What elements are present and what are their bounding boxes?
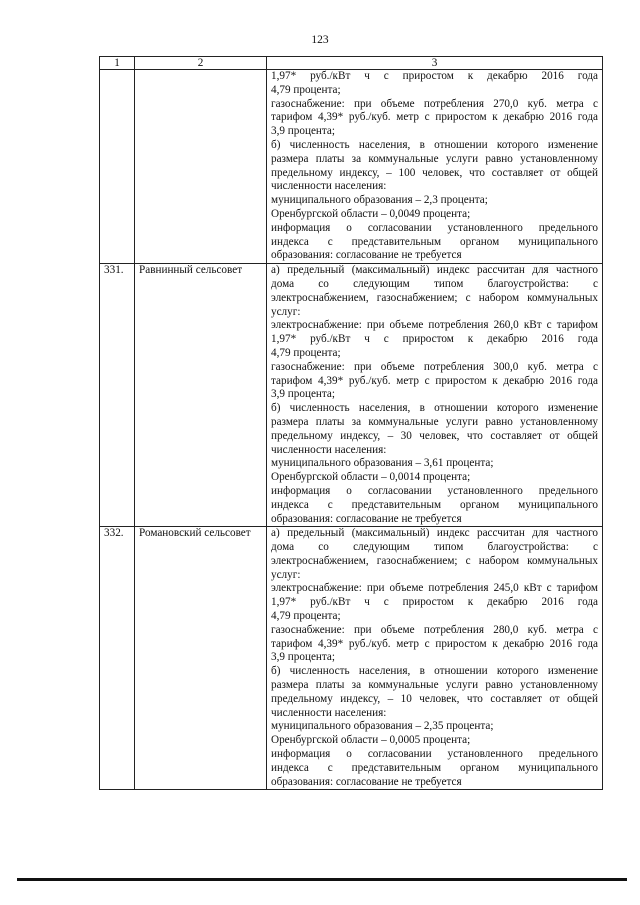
- text-line: индекса с представительным органом муниципального: [271, 235, 598, 248]
- text-line: а) предельный (максимальный) индекс рассчитан для частного: [271, 527, 598, 540]
- table-row: [100, 70, 603, 264]
- text-line: индекса с представительным органом муниципального: [271, 761, 598, 774]
- text-line: б) численность населения, в отношении которого изменение: [271, 138, 598, 151]
- text-line: 3,9 процента;: [271, 651, 335, 664]
- description-cell: [267, 264, 603, 527]
- text-line: Оренбургской области – 0,0049 процента;: [271, 207, 471, 220]
- description-cell: [267, 70, 603, 264]
- table-row: [100, 527, 603, 790]
- text-line: электроснабжением, газоснабжением; с набором коммунальных: [271, 291, 598, 304]
- text-line: тарифом 4,39* руб./куб. метр с приростом к декабрю 2016 года: [271, 111, 598, 124]
- text-line: услуг:: [271, 568, 301, 581]
- text-line: образования: согласование не требуется: [271, 775, 462, 788]
- bottom-rule: [17, 878, 627, 881]
- text-line: предельному индексу, – 100 человек, что составляет от общей: [271, 166, 598, 179]
- text-line: численности населения:: [271, 706, 387, 719]
- row-number: [100, 70, 135, 264]
- municipality-name: Романовский сельсовет: [135, 527, 267, 790]
- text-line: 4,79 процента;: [271, 346, 341, 359]
- text-line: размера платы за коммунальные услуги равно установленному: [271, 152, 598, 165]
- text-line: муниципального образования – 2,35 процента;: [271, 720, 494, 733]
- row-number: 331.: [100, 264, 135, 527]
- text-line: муниципального образования – 3,61 процента;: [271, 457, 494, 470]
- text-line: 3,9 процента;: [271, 125, 335, 138]
- text-line: б) численность населения, в отношении которого изменение: [271, 402, 598, 415]
- text-line: газоснабжение: при объеме потребления 280,0 куб. метра с: [271, 623, 598, 636]
- text-line: 4,79 процента;: [271, 610, 341, 623]
- text-line: 1,97* руб./кВт ч с приростом к декабрю 2016 года: [271, 333, 598, 346]
- text-line: индекса с представительным органом муниципального: [271, 498, 598, 511]
- text-line: Оренбургской области – 0,0014 процента;: [271, 471, 471, 484]
- text-line: услуг:: [271, 305, 301, 318]
- text-line: образования: согласование не требуется: [271, 512, 462, 525]
- text-line: 4,79 процента;: [271, 83, 341, 96]
- document-table: [99, 56, 603, 790]
- text-line: муниципального образования – 2,3 процента;: [271, 194, 488, 207]
- text-line: дома со следующим типом благоустройства: с: [271, 277, 598, 290]
- text-line: информация о согласовании установленного предельного: [271, 484, 598, 497]
- text-line: предельному индексу, – 30 человек, что составляет от общей: [271, 429, 598, 442]
- description-cell: [267, 527, 603, 790]
- text-line: информация о согласовании установленного предельного: [271, 221, 598, 234]
- text-line: электроснабжение: при объеме потребления 245,0 кВт с тарифом: [271, 582, 598, 595]
- text-line: электроснабжением, газоснабжением; с набором коммунальных: [271, 554, 598, 567]
- text-line: а) предельный (максимальный) индекс рассчитан для частного: [271, 264, 598, 277]
- row-number: 332.: [100, 527, 135, 790]
- text-line: 1,97* руб./кВт ч с приростом к декабрю 2016 года: [271, 596, 598, 609]
- text-line: б) численность населения, в отношении которого изменение: [271, 665, 598, 678]
- text-line: 1,97* руб./кВт ч с приростом к декабрю 2016 года: [271, 70, 598, 82]
- column-header-1: 1: [100, 57, 135, 70]
- municipality-name: [135, 70, 267, 264]
- text-line: размера платы за коммунальные услуги равно установленному: [271, 415, 598, 428]
- municipality-name: Равнинный сельсовет: [135, 264, 267, 527]
- table-header-row: [100, 57, 603, 70]
- table-row: [100, 264, 603, 527]
- text-line: тарифом 4,39* руб./куб. метр с приростом к декабрю 2016 года: [271, 637, 598, 650]
- page-number: 123: [311, 34, 329, 46]
- text-line: численности населения:: [271, 180, 387, 193]
- text-line: тарифом 4,39* руб./куб. метр с приростом к декабрю 2016 года: [271, 374, 598, 387]
- text-line: электроснабжение: при объеме потребления 260,0 кВт с тарифом: [271, 319, 598, 332]
- text-line: газоснабжение: при объеме потребления 300,0 куб. метра с: [271, 360, 598, 373]
- text-line: информация о согласовании установленного предельного: [271, 748, 598, 761]
- text-line: численности населения:: [271, 443, 387, 456]
- text-line: газоснабжение: при объеме потребления 270,0 куб. метра с: [271, 97, 598, 110]
- text-line: предельному индексу, – 10 человек, что составляет от общей: [271, 692, 598, 705]
- text-line: Оренбургской области – 0,0005 процента;: [271, 734, 471, 747]
- text-line: дома со следующим типом благоустройства: с: [271, 541, 598, 554]
- text-line: размера платы за коммунальные услуги равно установленному: [271, 679, 598, 692]
- text-line: образования: согласование не требуется: [271, 249, 462, 262]
- column-header-2: 2: [135, 57, 267, 70]
- text-line: 3,9 процента;: [271, 388, 335, 401]
- column-header-3: 3: [267, 57, 603, 70]
